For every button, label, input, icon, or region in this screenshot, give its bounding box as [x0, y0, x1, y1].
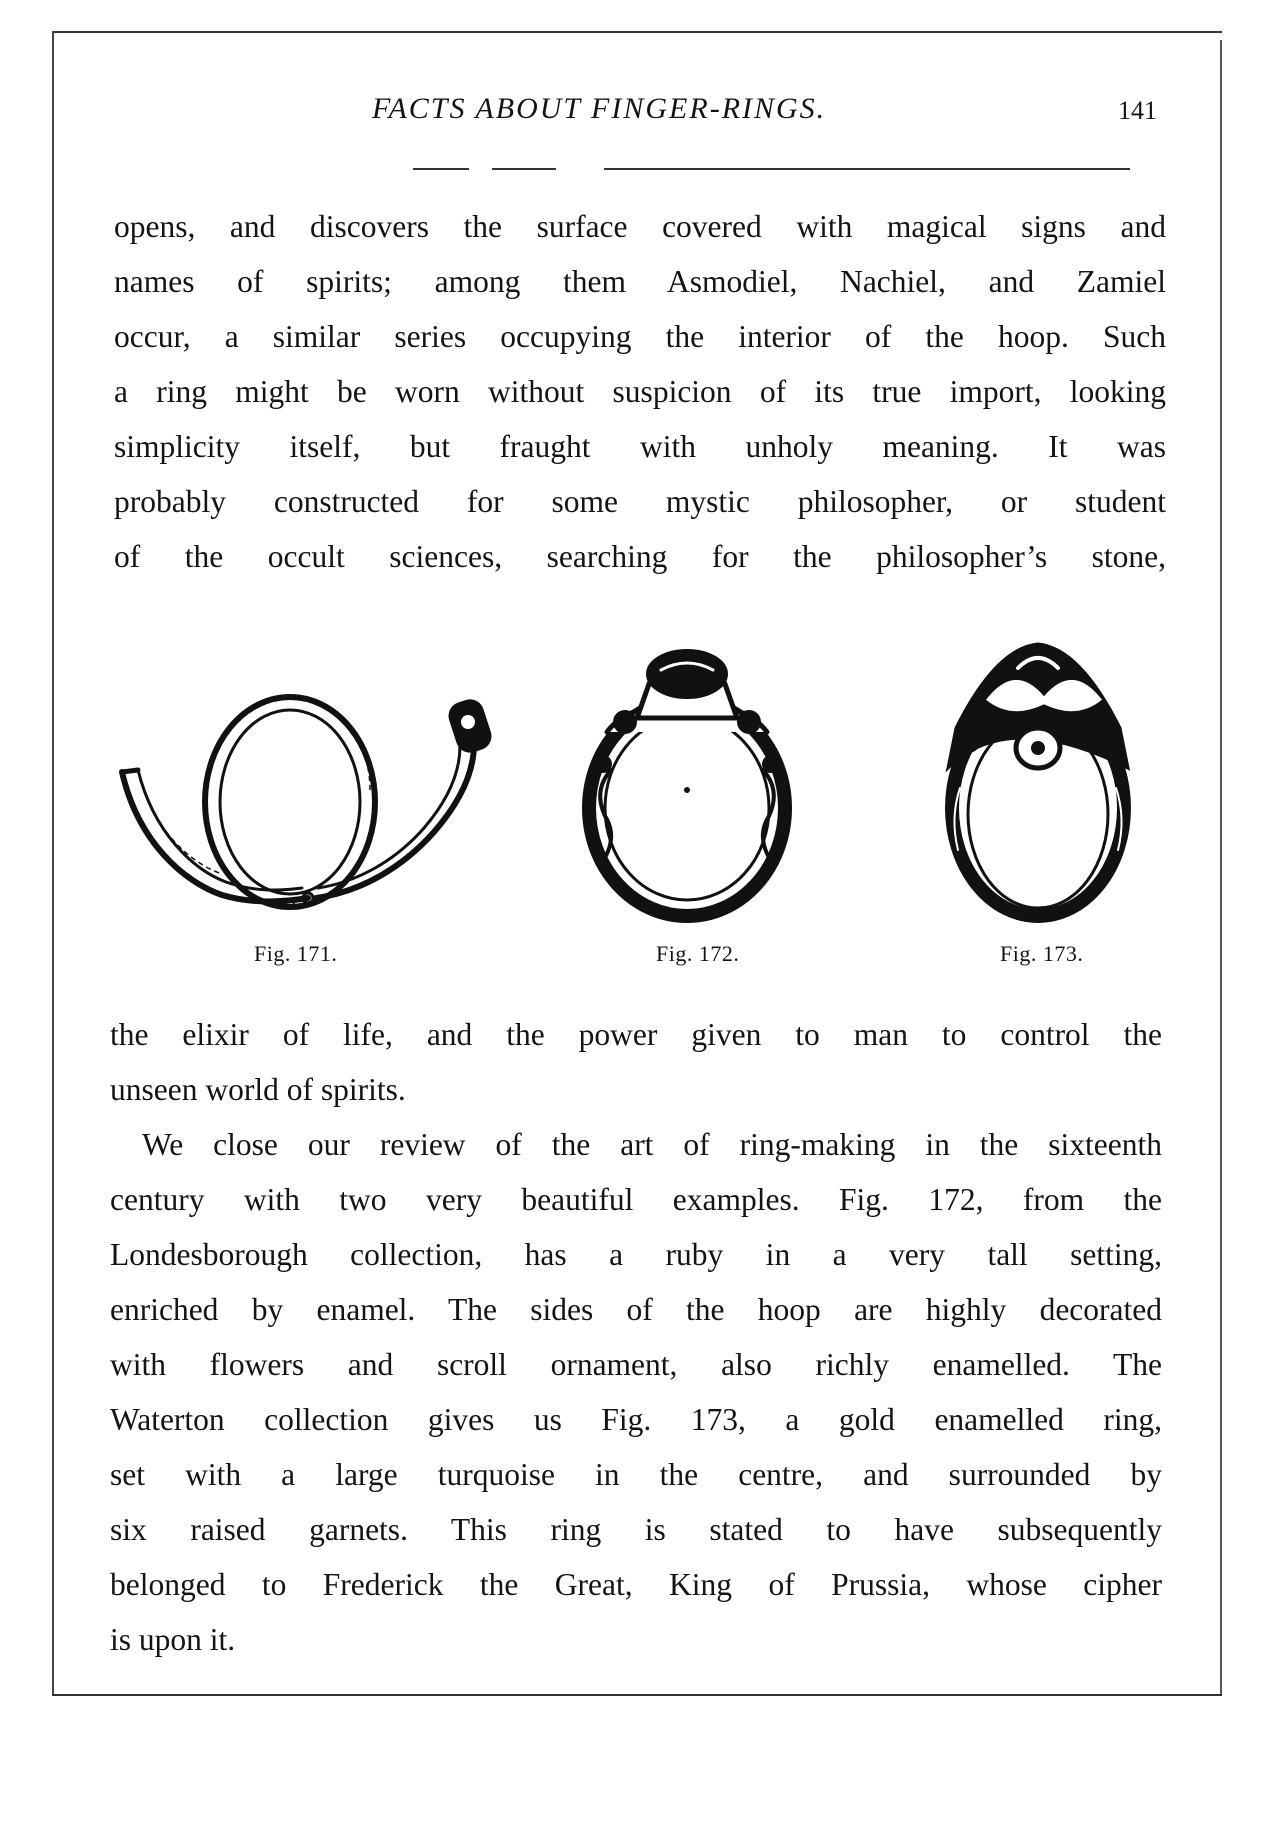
text-line: occur, a similar series occupying the interior of the hoop. Such — [114, 319, 1166, 354]
figure-173 — [934, 628, 1149, 923]
running-title: FACTS ABOUT FINGER-RINGS. — [372, 92, 827, 125]
page-frame-bottom — [52, 1694, 1222, 1696]
text-line: Waterton collection gives us Fig. 173, a gold enamelled ring, — [110, 1402, 1162, 1437]
jewelled-ring-icon — [567, 640, 812, 925]
page-number: 141 — [1118, 96, 1157, 125]
enamelled-ring-icon — [934, 628, 1149, 923]
header-rule — [413, 168, 469, 170]
paragraph-top — [114, 199, 1166, 584]
text-line: is upon it. — [110, 1622, 236, 1657]
text-line: with flowers and scroll ornament, also richly enamelled. The — [110, 1347, 1162, 1382]
split-hoop-ring-icon — [112, 692, 512, 930]
header-rule — [604, 168, 1130, 170]
page-frame-right — [1220, 40, 1222, 1694]
text-line: set with a large turquoise in the centre, and surrounded by — [110, 1457, 1162, 1492]
page-frame-top — [52, 31, 1222, 33]
text-line: six raised garnets. This ring is stated to have subsequently — [110, 1512, 1162, 1547]
figure-caption: Fig. 171. — [254, 941, 338, 966]
text-line: names of spirits; among them Asmodiel, Nachiel, and Zamiel — [114, 264, 1166, 299]
figure-171 — [112, 692, 512, 930]
text-line: We close our review of the art of ring-making in the sixteenth — [142, 1127, 1162, 1162]
page-frame-left — [52, 31, 54, 1694]
text-line: enriched by enamel. The sides of the hoop are highly decorated — [110, 1292, 1162, 1327]
figure-caption: Fig. 172. — [656, 941, 740, 966]
text-line: the elixir of life, and the power given to man to control the — [110, 1017, 1162, 1052]
text-line: a ring might be worn without suspicion of its true import, looking — [114, 374, 1166, 409]
text-line: opens, and discovers the surface covered with magical signs and — [114, 209, 1166, 244]
text-line: of the occult sciences, searching for the philosopher’s stone, — [114, 539, 1166, 574]
text-line: unseen world of spirits. — [110, 1072, 406, 1107]
text-line: Londesborough collection, has a ruby in a very tall setting, — [110, 1237, 1162, 1272]
paragraph-bottom — [110, 1007, 1162, 1667]
text-line: century with two very beautiful examples. Fig. 172, from the — [110, 1182, 1162, 1217]
text-line: simplicity itself, but fraught with unholy meaning. It was — [114, 429, 1166, 464]
text-line: probably constructed for some mystic philosopher, or student — [114, 484, 1166, 519]
figure-172 — [567, 640, 812, 925]
header-rule — [492, 168, 556, 170]
figure-caption: Fig. 173. — [1000, 941, 1084, 966]
text-line: belonged to Frederick the Great, King of Prussia, whose cipher — [110, 1567, 1162, 1602]
